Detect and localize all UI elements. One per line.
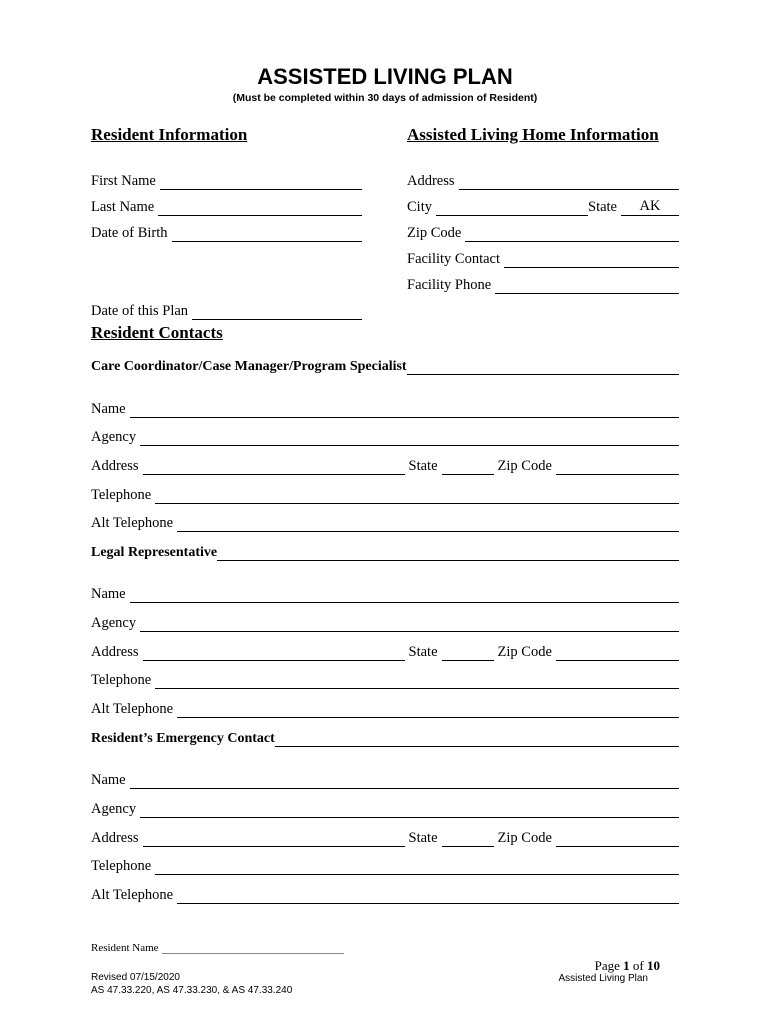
page-number: Page 1 of 10 [594,958,660,973]
revised-date: Revised 07/15/2020 [91,972,180,983]
cc-name-label: Name [91,401,126,417]
cc-address-row [91,455,679,475]
ec-address-field[interactable] [143,831,405,847]
lr-state-field[interactable] [442,645,494,661]
lr-state-label: State [408,644,438,660]
cc-state-field[interactable] [442,459,494,475]
footer-resident-name-label: Resident Name [91,942,159,954]
cc-agency-field[interactable] [140,430,679,446]
page-subtitle: (Must be completed within 30 days of admission of Resident) [232,92,538,104]
home-zip-label: Zip Code [407,225,462,241]
cc-name-row [91,398,679,418]
lr-name-label: Name [91,586,126,602]
lr-telephone-field[interactable] [155,673,679,689]
dob-field[interactable] [172,226,362,242]
dob-label: Date of Birth [91,225,168,241]
ec-agency-label: Agency [91,801,137,817]
facility-contact-label: Facility Contact [407,251,501,267]
home-info-heading: Assisted Living Home Information [407,125,659,144]
ec-state-field[interactable] [442,831,494,847]
cc-telephone-label: Telephone [91,487,152,503]
facility-phone-field[interactable] [495,278,679,294]
ec-address-label: Address [91,830,139,846]
first-name-label: First Name [91,173,156,189]
lr-telephone-label: Telephone [91,672,152,688]
facility-contact-field[interactable] [504,252,679,268]
ec-state-label: State [408,830,438,846]
first-name-field[interactable] [160,174,362,190]
ec-name-field[interactable] [130,773,679,789]
ec-telephone-label: Telephone [91,858,152,874]
lr-address-row [91,641,679,661]
cc-zip-label: Zip Code [497,458,552,474]
lr-name-row [91,583,679,603]
cc-telephone-field[interactable] [155,488,679,504]
lr-alt-telephone-row [91,698,679,718]
cc-agency-label: Agency [91,429,137,445]
last-name-label: Last Name [91,199,155,215]
lr-agency-row [91,612,679,632]
home-zip-field[interactable] [465,226,679,242]
ec-zip-field[interactable] [556,831,679,847]
footer-resident-name-field[interactable] [162,942,344,954]
legal-rep-heading: Legal Representative [91,541,679,561]
lr-zip-label: Zip Code [497,644,552,660]
lr-address-label: Address [91,644,139,660]
ec-agency-field[interactable] [140,802,679,818]
ec-agency-row [91,798,679,818]
first-name-row [91,170,362,190]
lr-name-field[interactable] [130,587,679,603]
ec-alt-telephone-label: Alt Telephone [91,887,174,903]
ec-alt-telephone-row [91,884,679,904]
statute-references: AS 47.33.220, AS 47.33.230, & AS 47.33.240 [91,985,293,996]
ec-name-row [91,769,679,789]
cc-alt-telephone-label: Alt Telephone [91,515,174,531]
cc-name-field[interactable] [130,402,679,418]
home-city-label: City [407,199,432,215]
home-address-row [407,170,679,190]
facility-phone-row [407,274,679,294]
home-address-field[interactable] [459,174,679,190]
home-city-row [407,196,679,216]
last-name-row [91,196,362,216]
cc-state-label: State [408,458,438,474]
ec-telephone-field[interactable] [155,859,679,875]
plan-date-label: Date of this Plan [91,303,189,319]
home-address-label: Address [407,173,455,189]
page-title: ASSISTED LIVING PLAN [257,64,513,89]
footer-plan-name: Assisted Living Plan [558,973,648,984]
cc-address-field[interactable] [143,459,405,475]
lr-agency-label: Agency [91,615,137,631]
home-state-label: State [588,199,617,215]
resident-info-heading: Resident Information [91,125,248,144]
cc-alt-telephone-row [91,512,679,532]
home-zip-row [407,222,679,242]
ec-telephone-row [91,855,679,875]
footer-resident-name [91,942,344,954]
ec-name-label: Name [91,772,126,788]
cc-zip-field[interactable] [556,459,679,475]
plan-date-field[interactable] [192,304,362,320]
care-coordinator-heading: Care Coordinator/Case Manager/Program Specialist [91,355,679,375]
last-name-field[interactable] [158,200,362,216]
cc-telephone-row [91,484,679,504]
resident-contacts-heading: Resident Contacts [91,323,223,342]
cc-agency-row [91,426,679,446]
dob-row [91,222,362,242]
ec-alt-telephone-field[interactable] [177,888,679,904]
lr-telephone-row [91,669,679,689]
cc-address-label: Address [91,458,139,474]
lr-zip-field[interactable] [556,645,679,661]
emergency-contact-heading: Resident’s Emergency Contact [91,727,679,747]
lr-alt-telephone-label: Alt Telephone [91,701,174,717]
lr-alt-telephone-field[interactable] [177,702,679,718]
lr-agency-field[interactable] [140,616,679,632]
facility-contact-row [407,248,679,268]
ec-zip-label: Zip Code [497,830,552,846]
facility-phone-label: Facility Phone [407,277,492,293]
lr-address-field[interactable] [143,645,405,661]
ec-address-row [91,827,679,847]
footer-revision [91,971,292,997]
home-city-field[interactable] [436,200,588,216]
home-state-field[interactable]: AK [621,200,679,216]
cc-alt-telephone-field[interactable] [177,516,679,532]
plan-date-row [91,300,362,320]
